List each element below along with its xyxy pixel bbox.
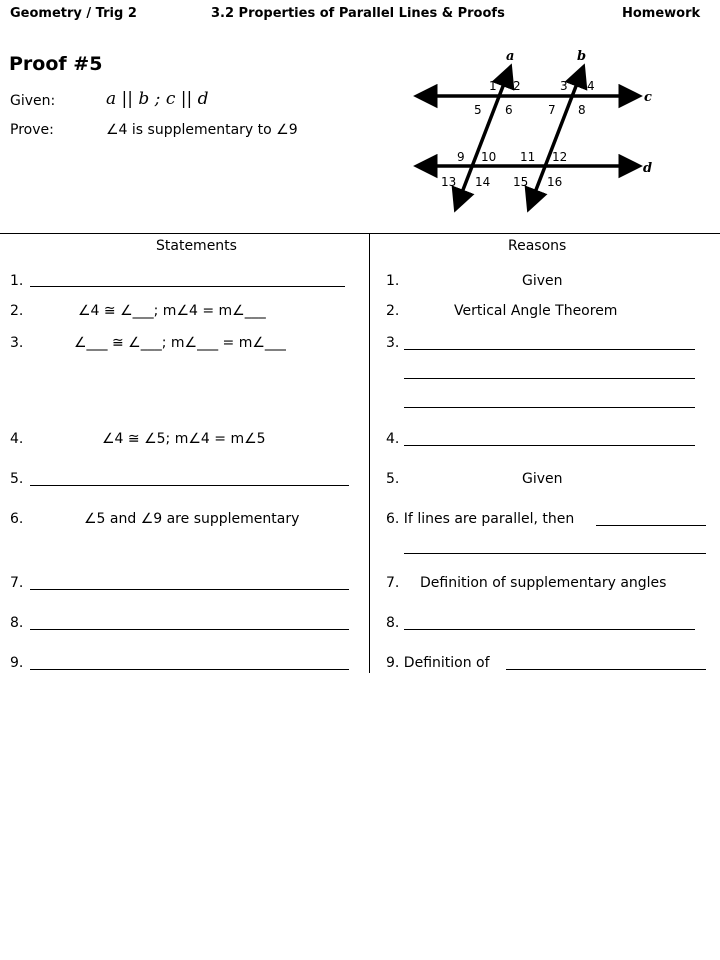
angle-label-16: 16 — [547, 175, 563, 189]
statement-9-blank[interactable] — [30, 669, 349, 670]
proof-title: Proof #5 — [9, 53, 103, 75]
reason-6-blank-line-1[interactable] — [596, 525, 706, 526]
reason-4-blank[interactable] — [404, 445, 695, 446]
column-divider — [369, 233, 370, 673]
assignment-type: Homework — [622, 6, 701, 21]
reason-4-number: 4. — [386, 431, 400, 447]
statement-2-number: 2. — [10, 303, 24, 319]
reason-8-number: 8. — [386, 615, 400, 631]
reason-2-text: Vertical Angle Theorem — [454, 303, 618, 319]
statement-9-number: 9. — [10, 655, 24, 671]
statement-5-blank[interactable] — [30, 485, 349, 486]
statement-4-text: ∠4 ≅ ∠5; m∠4 = m∠5 — [102, 431, 266, 447]
reason-7-text: Definition of supplementary angles — [420, 575, 667, 591]
statement-7-number: 7. — [10, 575, 24, 591]
angle-label-2: 2 — [513, 79, 521, 93]
statement-1-blank[interactable] — [30, 286, 345, 287]
given-statement: a || b ; c || d — [106, 89, 209, 109]
statement-8-number: 8. — [10, 615, 24, 631]
angle-label-3: 3 — [560, 79, 568, 93]
reason-5-text: Given — [522, 471, 563, 487]
angle-label-13: 13 — [441, 175, 457, 189]
table-top-rule — [0, 233, 720, 234]
angle-label-12: 12 — [552, 150, 568, 164]
angle-label-6: 6 — [505, 103, 513, 117]
line-label-b: b — [577, 49, 587, 64]
reason-3-blank-line-1[interactable] — [404, 349, 695, 350]
statement-8-blank[interactable] — [30, 629, 349, 630]
angle-label-7: 7 — [548, 103, 556, 117]
line-label-a: a — [506, 49, 515, 64]
reason-6-blank-line-2[interactable] — [404, 553, 706, 554]
section-title: 3.2 Properties of Parallel Lines & Proofs — [211, 6, 505, 21]
angle-label-1: 1 — [489, 79, 497, 93]
reason-2-number: 2. — [386, 303, 400, 319]
statement-5-number: 5. — [10, 471, 24, 487]
reason-7-number: 7. — [386, 575, 400, 591]
reason-1-text: Given — [522, 273, 563, 289]
reason-5-number: 5. — [386, 471, 400, 487]
reason-8-blank[interactable] — [404, 629, 695, 630]
line-label-c: c — [644, 90, 652, 105]
parallel-lines-diagram — [400, 40, 660, 220]
statement-6-number: 6. — [10, 511, 24, 527]
prove-statement: ∠4 is supplementary to ∠9 — [106, 122, 298, 138]
angle-label-5: 5 — [474, 103, 482, 117]
statement-1-number: 1. — [10, 273, 24, 289]
reasons-header: Reasons — [508, 238, 567, 254]
reason-3-blank-line-2[interactable] — [404, 378, 695, 379]
line-label-d: d — [643, 161, 653, 176]
reason-9-text: 9. Definition of — [386, 655, 490, 671]
statement-2-text: ∠4 ≅ ∠___; m∠4 = m∠___ — [78, 303, 266, 319]
reason-6-text: 6. If lines are parallel, then — [386, 511, 575, 527]
statement-7-blank[interactable] — [30, 589, 349, 590]
prove-label: Prove: — [10, 122, 54, 138]
statements-header: Statements — [156, 238, 237, 254]
reason-1-number: 1. — [386, 273, 400, 289]
statement-6-text: ∠5 and ∠9 are supplementary — [84, 511, 300, 527]
angle-label-15: 15 — [513, 175, 529, 189]
course-title: Geometry / Trig 2 — [10, 6, 137, 21]
angle-label-4: 4 — [587, 79, 595, 93]
statement-3-text: ∠___ ≅ ∠___; m∠___ = m∠___ — [74, 335, 286, 351]
statement-3-number: 3. — [10, 335, 24, 351]
angle-label-10: 10 — [481, 150, 497, 164]
angle-label-8: 8 — [578, 103, 586, 117]
reason-9-blank[interactable] — [506, 669, 706, 670]
angle-label-11: 11 — [520, 150, 536, 164]
given-label: Given: — [10, 93, 56, 109]
reason-3-number: 3. — [386, 335, 400, 351]
angle-label-9: 9 — [457, 150, 465, 164]
statement-4-number: 4. — [10, 431, 24, 447]
reason-3-blank-line-3[interactable] — [404, 407, 695, 408]
angle-label-14: 14 — [475, 175, 491, 189]
